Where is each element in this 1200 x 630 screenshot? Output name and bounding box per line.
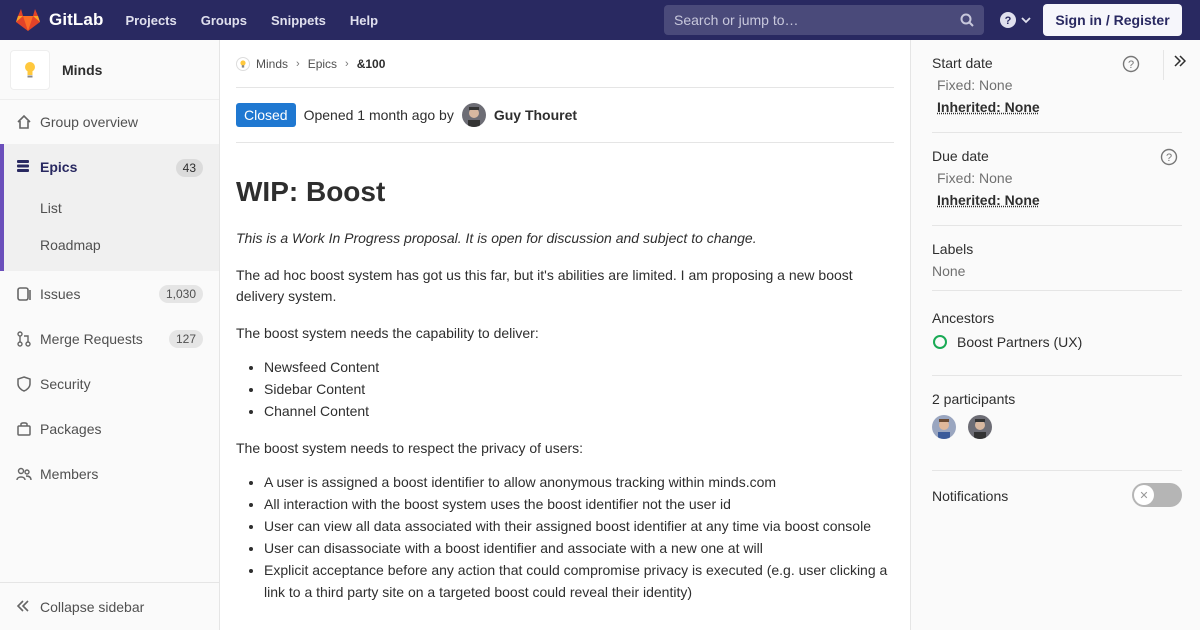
start-date-fixed: Fixed: None	[937, 77, 1013, 93]
sidebar-item-label: Security	[40, 376, 91, 392]
due-date-fixed: Fixed: None	[937, 170, 1013, 186]
participants-avatars	[932, 415, 1182, 439]
description-paragraph: The boost system needs the capability to deliver:	[236, 325, 539, 341]
sidebar-item-group-overview[interactable]	[0, 102, 219, 142]
group-name: Minds	[62, 61, 103, 78]
breadcrumb	[236, 40, 894, 88]
nav-groups[interactable]: Groups	[200, 12, 247, 28]
participants-title: 2 participants	[932, 391, 1016, 407]
sign-in-register-button[interactable]: Sign in / Register	[1043, 4, 1182, 36]
search-icon	[960, 13, 974, 27]
left-sidebar	[0, 40, 220, 630]
members-icon	[16, 466, 32, 482]
list-item: • Sidebar Content	[264, 378, 894, 400]
list-item: • User can view all data associated with their assigned boost identifier at any time via boost console	[264, 515, 894, 537]
gitlab-logo-link[interactable]	[15, 0, 103, 40]
description-paragraph: The boost system needs to respect the privacy of users:	[236, 440, 584, 456]
breadcrumb-group[interactable]: Minds	[256, 56, 289, 71]
due-date-block	[932, 148, 1182, 226]
opened-meta: Opened 1 month ago by	[303, 107, 454, 123]
epic-icon	[16, 159, 32, 176]
ancestor-item[interactable]	[932, 334, 1182, 350]
top-navbar	[0, 0, 1200, 40]
collapse-sidebar-button[interactable]	[0, 582, 219, 630]
question-circle-icon[interactable]	[1122, 55, 1140, 73]
list-item: • User can disassociate with a boost identifier and associate with a new one at will	[264, 537, 894, 559]
ancestors-title: Ancestors	[932, 310, 995, 326]
nav-links	[125, 13, 402, 28]
chevron-right-icon: ›	[345, 57, 349, 70]
sidebar-item-label: Epics	[40, 159, 78, 175]
home-icon	[16, 114, 32, 130]
main-content	[236, 40, 894, 619]
sidebar-item-merge-requests[interactable]	[0, 319, 219, 359]
epic-description	[236, 228, 894, 603]
sidebar-item-security[interactable]	[0, 364, 219, 404]
brand-name: GitLab	[49, 10, 104, 29]
chevron-right-icon: ›	[296, 57, 300, 70]
breadcrumb-epics[interactable]: Epics	[307, 56, 338, 71]
due-date-title: Due date	[932, 148, 989, 164]
avatar[interactable]	[932, 415, 956, 439]
sidebar-item-epics-section	[0, 144, 219, 271]
description-paragraph: The ad hoc boost system has got us this far, but it's abilities are limited. I am proposing a new boost delivery system.	[236, 267, 853, 304]
search-input[interactable]	[664, 5, 984, 35]
nav-snippets[interactable]: Snippets	[270, 12, 326, 28]
right-sidebar	[910, 40, 1200, 630]
wip-notice: This is a Work In Progress proposal. It is open for discussion and subject to change.	[236, 230, 757, 246]
list-item: • All interaction with the boost system uses the boost identifier not the user id	[264, 493, 894, 515]
shield-icon	[16, 376, 32, 392]
sidebar-item-packages[interactable]	[0, 409, 219, 449]
issues-count-badge: 1,030	[159, 285, 203, 303]
labels-title: Labels	[932, 241, 974, 257]
collapse-sidebar-label: Collapse sidebar	[40, 598, 145, 615]
double-chevron-left-icon	[16, 599, 30, 615]
sidebar-item-epics[interactable]	[16, 154, 77, 180]
list-item: • A user is assigned a boost identifier to allow anonymous tracking within minds.com	[264, 471, 894, 493]
start-date-block	[932, 55, 1182, 133]
epic-title: WIP: Boost	[236, 176, 386, 207]
due-date-inherited: Inherited: None	[937, 192, 1040, 208]
sidebar-item-label: Members	[40, 466, 99, 482]
avatar[interactable]	[968, 415, 992, 439]
author-name[interactable]: Guy Thouret	[493, 107, 578, 123]
sidebar-subitem-roadmap[interactable]: Roadmap	[40, 237, 101, 253]
svg-text:?: ?	[1165, 152, 1173, 164]
list-item: • Newsfeed Content	[264, 356, 894, 378]
notifications-title: Notifications	[932, 488, 1009, 504]
merge-request-icon	[16, 331, 32, 347]
status-badge: Closed	[236, 103, 296, 127]
list-item: • Explicit acceptance before any action that could compromise privacy is executed (e.g. user clicking a link to a third party site on a targeted boost could reveal their identity)	[264, 559, 894, 603]
question-circle-icon[interactable]	[1160, 148, 1178, 166]
help-dropdown[interactable]	[1000, 12, 1032, 28]
svg-text:?: ?	[1004, 15, 1012, 27]
avatar[interactable]	[462, 103, 486, 127]
group-header[interactable]	[0, 40, 219, 100]
delivery-list	[264, 356, 894, 422]
nav-projects[interactable]: Projects	[125, 12, 177, 28]
epics-count-badge: 43	[176, 159, 203, 177]
merge-requests-count-badge: 127	[169, 330, 203, 348]
start-date-inherited: Inherited: None	[937, 99, 1040, 115]
sidebar-subitem-list[interactable]: List	[40, 200, 62, 216]
list-item: • Channel Content	[264, 400, 894, 422]
lightbulb-icon	[236, 57, 250, 71]
ancestor-name: Boost Partners (UX)	[957, 334, 1083, 350]
svg-text:?: ?	[1127, 59, 1135, 71]
participants-block	[932, 391, 1182, 471]
close-icon: ✕	[1134, 485, 1154, 505]
notifications-toggle[interactable]	[1132, 483, 1182, 507]
privacy-list	[264, 471, 894, 603]
notifications-block	[932, 488, 1182, 518]
question-icon	[1000, 12, 1016, 28]
sidebar-item-label: Merge Requests	[40, 331, 143, 347]
sidebar-item-issues[interactable]	[0, 274, 219, 314]
start-date-title: Start date	[932, 55, 993, 71]
search-placeholder: Search or jump to…	[674, 12, 799, 28]
issuable-header	[236, 88, 894, 143]
group-avatar	[10, 50, 50, 90]
open-status-icon	[933, 335, 947, 349]
sidebar-item-label: Issues	[40, 286, 81, 302]
nav-help[interactable]: Help	[349, 12, 379, 28]
sidebar-item-label: Group overview	[40, 114, 139, 130]
sidebar-item-label: Packages	[40, 421, 102, 437]
labels-block	[932, 241, 1182, 291]
sidebar-item-members[interactable]	[0, 454, 219, 494]
gitlab-logo-icon	[15, 8, 41, 32]
labels-value: None	[932, 263, 966, 279]
chevron-down-icon	[1020, 14, 1032, 26]
package-icon	[16, 421, 32, 437]
breadcrumb-current[interactable]: &100	[356, 56, 386, 71]
ancestors-block	[932, 310, 1182, 376]
lightbulb-icon	[23, 61, 37, 79]
issues-icon	[16, 286, 32, 302]
